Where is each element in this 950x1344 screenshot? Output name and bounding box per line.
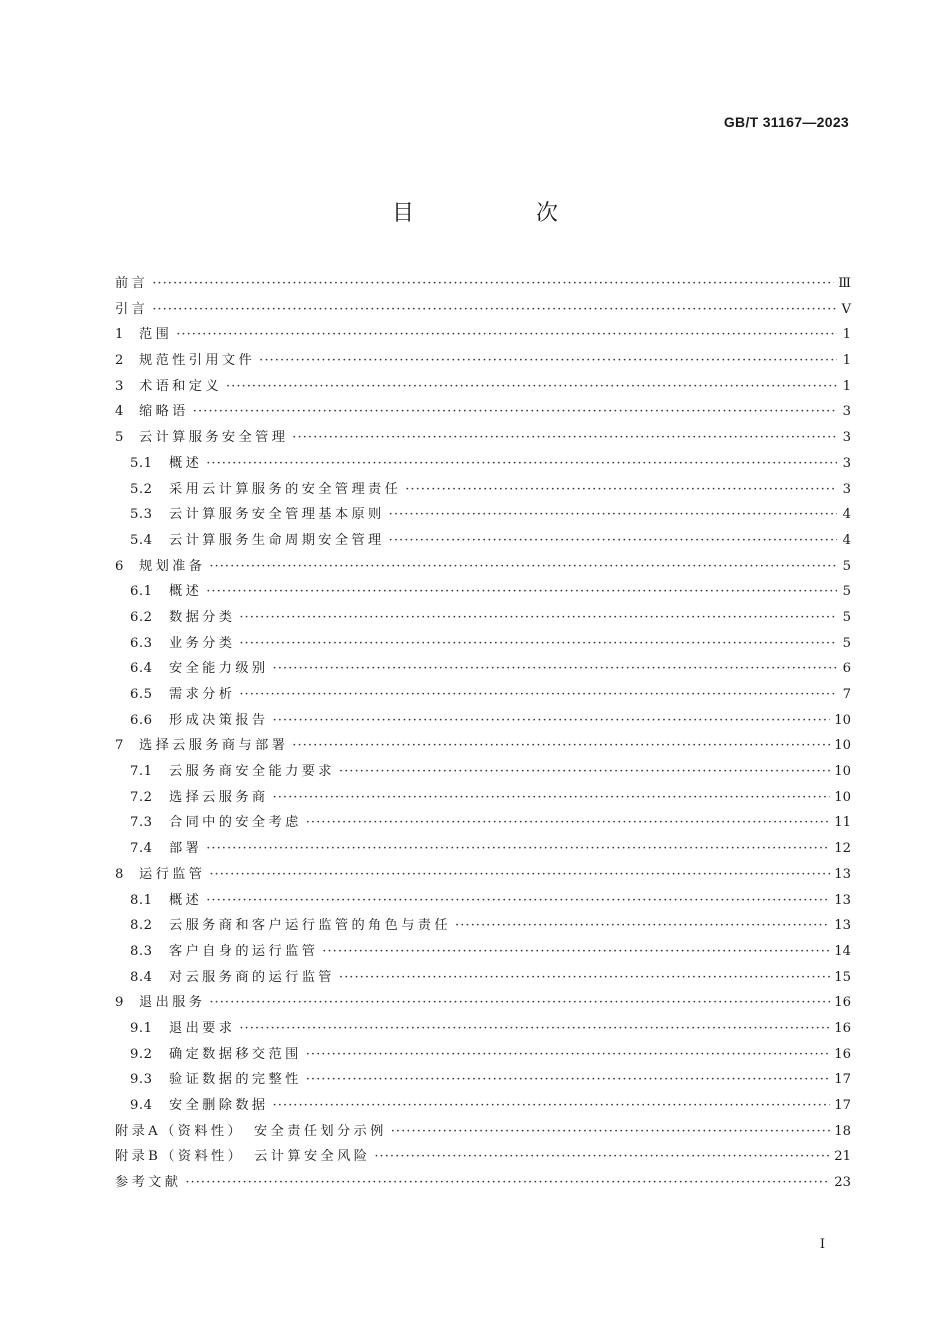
toc-entry[interactable] (115, 374, 851, 400)
table-of-contents (115, 271, 851, 1196)
toc-entry-label: 附录A（资料性） 安全责任划分示例 (115, 1123, 387, 1139)
toc-entry-label: 部署 (169, 841, 203, 857)
toc-entry-number: 8 (115, 866, 124, 882)
toc-entry[interactable] (115, 1093, 851, 1119)
toc-entry-label: 前言 (115, 276, 149, 291)
toc-entry-page: 12 (834, 841, 851, 857)
toc-entry-page: 17 (834, 1072, 851, 1088)
dot-leader (339, 965, 830, 991)
toc-entry-page: Ⅲ (838, 276, 851, 291)
toc-entry-page: 13 (834, 892, 851, 908)
dot-leader (273, 708, 831, 734)
dot-leader (391, 1119, 830, 1145)
toc-entry[interactable] (115, 888, 851, 914)
toc-entry[interactable] (115, 990, 851, 1016)
toc-entry[interactable] (115, 1119, 851, 1145)
toc-entry-page: 3 (842, 455, 851, 471)
toc-entry-label: 业务分类 (169, 635, 236, 651)
dot-leader (239, 1016, 830, 1042)
toc-entry[interactable] (115, 759, 851, 785)
page-folio: Ⅰ (819, 1237, 825, 1252)
toc-entry-number: 5.3 (130, 507, 153, 523)
page-title: 目 次 (391, 201, 608, 226)
toc-entry-page: 11 (834, 815, 851, 831)
dot-leader (226, 374, 837, 400)
toc-entry-page: 1 (842, 378, 851, 394)
toc-entry-page: 14 (834, 943, 851, 959)
dot-leader (206, 579, 837, 605)
toc-entry-label: 形成决策报告 (169, 712, 269, 728)
toc-entry[interactable] (115, 1067, 851, 1093)
dot-leader (273, 1093, 831, 1119)
toc-entry[interactable] (115, 399, 851, 425)
toc-entry-number: 2 (115, 353, 124, 369)
toc-entry[interactable] (115, 656, 851, 682)
toc-entry-label: 云服务商和客户运行监管的角色与责任 (169, 918, 451, 934)
toc-entry-label: 退出服务 (139, 995, 206, 1011)
toc-entry-number: 7.2 (130, 789, 153, 805)
toc-entry-label: 概述 (169, 455, 203, 471)
toc-entry-page: 3 (842, 404, 851, 420)
toc-entry-label: 引言 (115, 301, 149, 317)
toc-entry-number: 6 (115, 558, 124, 574)
dot-leader (339, 759, 830, 785)
toc-entry[interactable] (115, 785, 851, 811)
dot-leader (306, 1042, 831, 1068)
toc-entry-number: 7 (115, 738, 124, 754)
toc-entry-label: 确定数据移交范围 (169, 1046, 302, 1062)
dot-leader (273, 656, 837, 682)
toc-entry-number: 6.3 (130, 635, 153, 651)
toc-entry[interactable] (115, 810, 851, 836)
toc-entry-label: 云计算服务安全管理 (139, 430, 289, 446)
dot-leader (322, 939, 830, 965)
toc-entry-label: 安全能力级别 (169, 661, 269, 677)
toc-entry-label: 术语和定义 (139, 378, 222, 394)
toc-entry-number: 7.3 (130, 815, 153, 831)
dot-leader (306, 1067, 831, 1093)
toc-entry-page: 10 (834, 764, 851, 780)
toc-entry-number: 5 (115, 430, 124, 446)
toc-entry-label: 客户自身的运行监管 (169, 943, 319, 959)
toc-entry[interactable] (115, 477, 851, 503)
toc-entry-page: 10 (834, 738, 851, 754)
toc-entry-label: 退出要求 (169, 1020, 236, 1036)
toc-entry-number: 9.3 (130, 1072, 153, 1088)
toc-entry-page: 4 (842, 532, 851, 548)
toc-entry-number: 9.1 (130, 1020, 153, 1036)
toc-entry-label: 附录B（资料性） 云计算安全风险 (115, 1149, 371, 1165)
toc-entry-page: 1 (842, 353, 851, 369)
toc-entry-number: 7.4 (130, 841, 153, 857)
toc-entry-page: 18 (834, 1123, 851, 1139)
dot-leader (405, 477, 837, 503)
toc-entry-page: 10 (834, 789, 851, 805)
toc-entry-number: 5.4 (130, 532, 153, 548)
toc-entry[interactable] (115, 965, 851, 991)
toc-entry-page: 5 (842, 558, 851, 574)
dot-leader (206, 451, 837, 477)
toc-entry-page: 6 (842, 661, 851, 677)
toc-entry-label: 规范性引用文件 (139, 353, 256, 369)
toc-entry[interactable] (115, 502, 851, 528)
toc-entry-label: 数据分类 (169, 609, 236, 625)
toc-entry-page: 3 (842, 481, 851, 497)
toc-entry-label: 对云服务商的运行监管 (169, 969, 335, 985)
toc-entry-page: 4 (842, 507, 851, 523)
toc-entry-label: 选择云服务商与部署 (139, 738, 289, 754)
toc-entry-number: 6.6 (130, 712, 153, 728)
toc-entry-label: 云计算服务安全管理基本原则 (169, 507, 385, 523)
dot-leader (209, 554, 837, 580)
toc-entry-number: 9.2 (130, 1046, 153, 1062)
toc-entry-label: 缩略语 (139, 404, 189, 420)
toc-entry-page: 3 (842, 430, 851, 446)
toc-entry-label: 运行监管 (139, 866, 206, 882)
toc-entry-number: 8.4 (130, 969, 153, 985)
dot-leader (273, 785, 831, 811)
toc-entry-label: 参考文献 (115, 1175, 182, 1191)
dot-leader (374, 1144, 830, 1170)
toc-entry[interactable] (115, 348, 851, 374)
toc-entry[interactable] (115, 733, 851, 759)
toc-entry-page: Ⅴ (841, 301, 851, 317)
toc-entry[interactable] (115, 939, 851, 965)
toc-entry[interactable] (115, 708, 851, 734)
toc-entry-page: 16 (834, 1046, 851, 1062)
toc-entry[interactable] (115, 1016, 851, 1042)
toc-entry[interactable] (115, 451, 851, 477)
toc-entry[interactable] (115, 554, 851, 580)
toc-entry-page: 10 (834, 712, 851, 728)
toc-entry[interactable] (115, 297, 851, 323)
dot-leader (152, 297, 837, 323)
toc-entry-number: 9.4 (130, 1098, 153, 1113)
dot-leader (306, 810, 831, 836)
toc-entry-label: 云计算服务生命周期安全管理 (169, 532, 385, 548)
toc-entry-label: 需求分析 (169, 687, 236, 702)
dot-leader (239, 682, 837, 708)
toc-entry[interactable] (115, 631, 851, 657)
toc-entry[interactable] (115, 862, 851, 888)
toc-entry-number: 1 (115, 327, 124, 343)
dot-leader (389, 502, 837, 528)
toc-entry[interactable] (115, 528, 851, 554)
toc-entry-page: 23 (834, 1175, 851, 1191)
toc-entry[interactable] (115, 322, 851, 348)
dot-leader (389, 528, 837, 554)
dot-leader (455, 913, 830, 939)
toc-entry-number: 5.2 (130, 481, 153, 497)
toc-entry-page: 16 (834, 1020, 851, 1036)
dot-leader (239, 605, 837, 631)
dot-leader (292, 733, 830, 759)
toc-entry[interactable] (115, 913, 851, 939)
toc-entry-label: 概述 (169, 892, 203, 908)
toc-entry[interactable] (115, 425, 851, 451)
dot-leader (193, 399, 837, 425)
standard-number: GB/T 31167—2023 (723, 114, 849, 130)
toc-entry-label: 概述 (169, 584, 203, 600)
toc-entry-page: 21 (834, 1149, 851, 1165)
toc-entry-number: 8.3 (130, 943, 153, 959)
toc-entry-number: 6.2 (130, 609, 153, 625)
dot-leader (152, 271, 834, 297)
dot-leader (206, 836, 830, 862)
toc-entry-number: 9 (115, 995, 124, 1011)
toc-entry-number: 5.1 (130, 455, 153, 471)
toc-entry-number: 7.1 (130, 764, 153, 780)
toc-entry[interactable] (115, 579, 851, 605)
toc-entry-page: 5 (842, 635, 851, 651)
toc-entry-page: 5 (842, 584, 851, 600)
toc-entry-label: 范围 (139, 327, 173, 343)
toc-entry-number: 6.4 (130, 661, 153, 677)
toc-entry-page: 7 (842, 687, 851, 702)
toc-entry[interactable] (115, 836, 851, 862)
toc-entry-label: 云服务商安全能力要求 (169, 764, 335, 780)
toc-entry-page: 13 (834, 918, 851, 934)
toc-entry-number: 8.1 (130, 892, 153, 908)
dot-leader (292, 425, 837, 451)
dot-leader (176, 322, 837, 348)
toc-entry-page: 15 (834, 969, 851, 985)
toc-entry-number: 8.2 (130, 918, 153, 934)
toc-entry[interactable] (115, 605, 851, 631)
toc-entry[interactable] (115, 682, 851, 708)
toc-entry-label: 规划准备 (139, 558, 206, 574)
toc-entry-label: 采用云计算服务的安全管理责任 (169, 481, 402, 497)
dot-leader (185, 1170, 830, 1196)
toc-entry-page: 1 (842, 327, 851, 343)
dot-leader (239, 631, 837, 657)
dot-leader (259, 348, 837, 374)
toc-entry-number: 6.1 (130, 584, 153, 600)
toc-entry-number: 6.5 (130, 687, 153, 702)
dot-leader (209, 862, 830, 888)
toc-entry-label: 验证数据的完整性 (169, 1072, 302, 1088)
toc-entry-number: 3 (115, 378, 124, 394)
toc-entry[interactable] (115, 1170, 851, 1196)
toc-entry[interactable] (115, 1042, 851, 1068)
toc-entry-page: 16 (834, 995, 851, 1011)
toc-entry-label: 选择云服务商 (169, 789, 269, 805)
toc-entry-label: 安全删除数据 (169, 1098, 269, 1113)
toc-entry-number: 4 (115, 404, 124, 420)
dot-leader (209, 990, 830, 1016)
toc-entry-page: 5 (842, 609, 851, 625)
toc-entry[interactable] (115, 271, 851, 297)
dot-leader (206, 888, 830, 914)
toc-entry[interactable] (115, 1144, 851, 1170)
toc-entry-label: 合同中的安全考虑 (169, 815, 302, 831)
toc-entry-page: 13 (834, 866, 851, 882)
toc-entry-page: 17 (834, 1098, 851, 1113)
